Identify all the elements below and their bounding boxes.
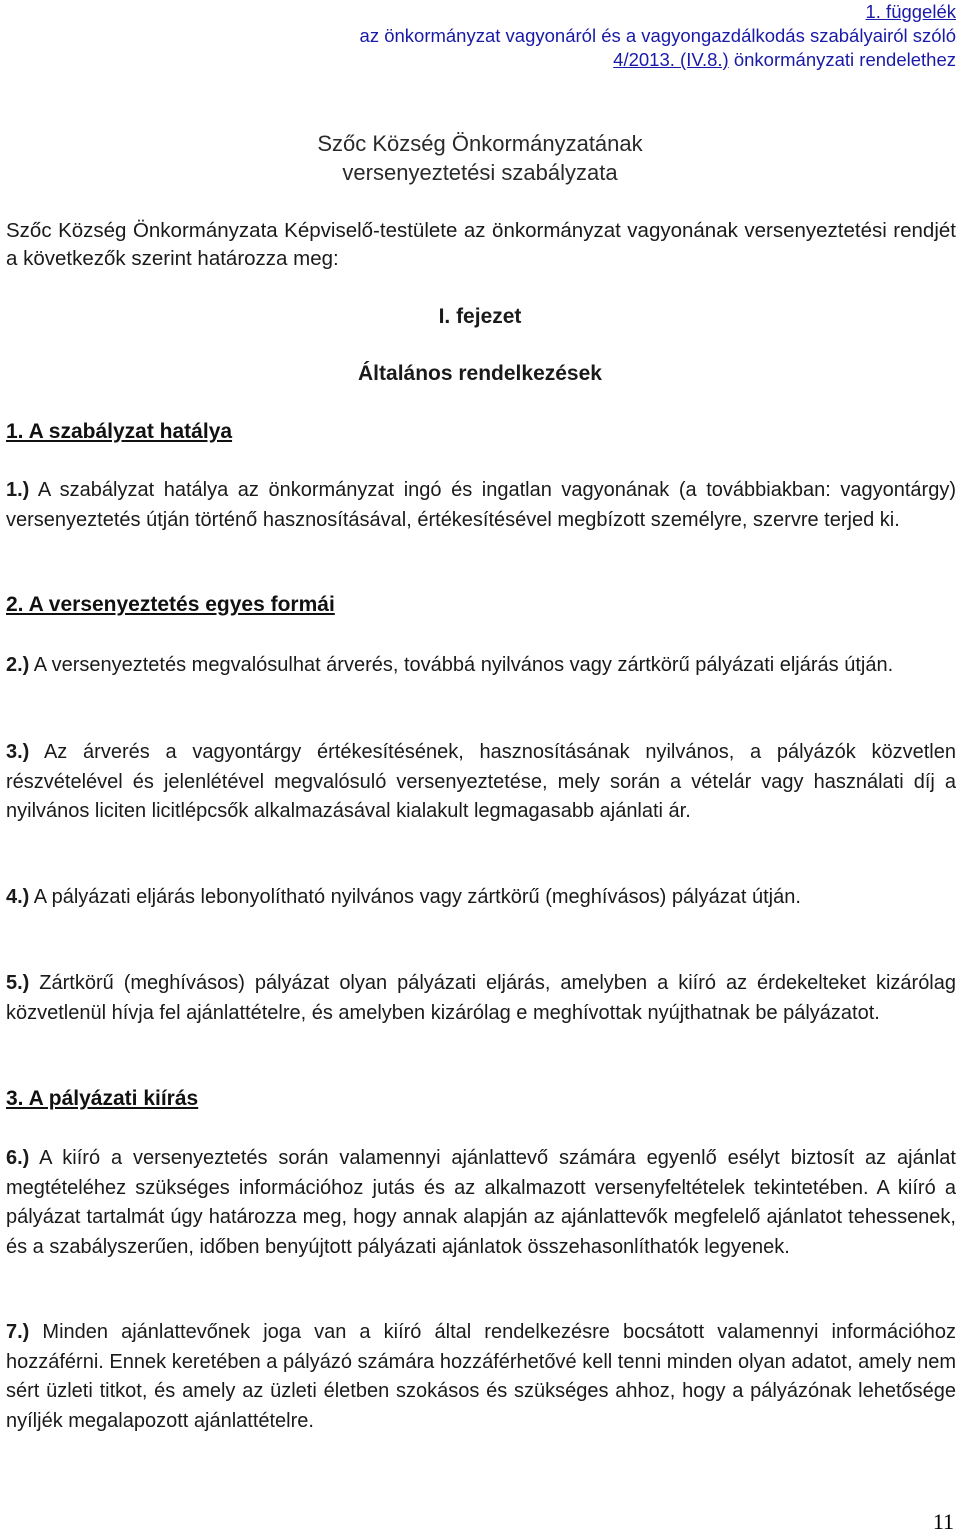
paragraph-number: 2.) xyxy=(6,654,30,676)
appendix-decree-ref: 4/2013. (IV.8.) xyxy=(613,49,729,70)
doc-title-line2: versenyeztetési szabályzata xyxy=(342,160,618,185)
paragraph-3 xyxy=(6,738,956,827)
paragraph-6 xyxy=(6,1144,956,1262)
paragraph-text: Zártkörű (meghívásos) pályázat olyan pályázati eljárás, amelyben a kiíró az érdekelteket kizárólag közvetlenül hívja fel ajánlattételre, és amelyben kizárólag e meghívottak nyújthatnak be pályázatot. xyxy=(6,972,956,1024)
paragraph-number: 3.) xyxy=(6,741,30,763)
paragraph-text: Az árverés a vagyontárgy értékesítésének, hasznosításának nyilvános, a pályázók közvetlen részvételével és jelenlétével megvalósuló versenyeztetése, mely során a vételár vagy használati díj a nyilvános liciten licitlépcsők alkalmazásával kialakult legmagasabb ajánlati ár. xyxy=(6,741,956,822)
intro-paragraph: Szőc Község Önkormányzata Képviselő-testülete az önkormányzat vagyonának versenyeztetési rendjét a következők szerint határozza meg: xyxy=(6,219,956,270)
section-heading-1: 1. A szabályzat hatálya xyxy=(6,420,233,443)
chapter-title: Általános rendelkezések xyxy=(358,362,602,385)
paragraph-7 xyxy=(6,1318,956,1436)
paragraph-4 xyxy=(6,883,956,913)
paragraph-number: 6.) xyxy=(6,1147,30,1169)
paragraph-2 xyxy=(6,651,956,681)
chapter-number: I. fejezet xyxy=(438,305,522,328)
paragraph-text: Minden ajánlattevőnek joga van a kiíró által rendelkezésre bocsátott valamennyi információhoz hozzáférni. Ennek keretében a pályázó számára hozzáférhetővé kell tenni minden olyan adatot, amely nem sért üzleti titkot, és amely az üzleti életben szokásos és szükséges ahhoz, hogy a pályázónak lehetősége nyíljék megalapozott ajánlattételre. xyxy=(6,1321,956,1432)
paragraph-1 xyxy=(6,476,956,535)
appendix-decree-suffix: önkormányzati rendelethez xyxy=(728,49,956,70)
appendix-header xyxy=(360,0,956,72)
paragraph-number: 5.) xyxy=(6,972,30,994)
doc-title-line1: Szőc Község Önkormányzatának xyxy=(317,131,643,156)
paragraph-text: A szabályzat hatálya az önkormányzat ingó és ingatlan vagyonának (a továbbiakban: vagyontárgy) versenyeztetés útján történő hasznosításával, értékesítésével megbízott személyre, szervre terjed ki. xyxy=(6,479,956,531)
paragraph-number: 7.) xyxy=(6,1321,30,1343)
paragraph-number: 1.) xyxy=(6,479,30,501)
paragraph-text: A pályázati eljárás lebonyolítható nyilvános vagy zártkörű (meghívásos) pályázat útján. xyxy=(29,886,801,908)
paragraph-5 xyxy=(6,969,956,1028)
paragraph-text: A versenyeztetés megvalósulhat árverés, továbbá nyilvános vagy zártkörű pályázati eljárás útján. xyxy=(29,654,894,676)
paragraph-number: 4.) xyxy=(6,886,30,908)
appendix-label: 1. függelék xyxy=(865,1,956,22)
paragraph-text: A kiíró a versenyeztetés során valamennyi ajánlattevő számára egyenlő esélyt biztosít az ajánlat megtételéhez szükséges információhoz jutás és az alkalmazott versenyfeltételek tekintetében. A kiíró a pályázat tartalmát úgy határozza meg, hogy annak alapján az ajánlattevők megfelelő ajánlatot tehessenek, és a szabályszerűen, időben benyújtott pályázati ajánlatok összehasonlíthatók legyenek. xyxy=(6,1147,956,1258)
appendix-subtitle: az önkormányzat vagyonáról és a vagyongazdálkodás szabályairól szóló xyxy=(359,25,956,46)
section-heading-3: 3. A pályázati kiírás xyxy=(6,1087,199,1110)
page-number: 11 xyxy=(932,1509,954,1534)
section-heading-2: 2. A versenyeztetés egyes formái xyxy=(6,593,335,616)
